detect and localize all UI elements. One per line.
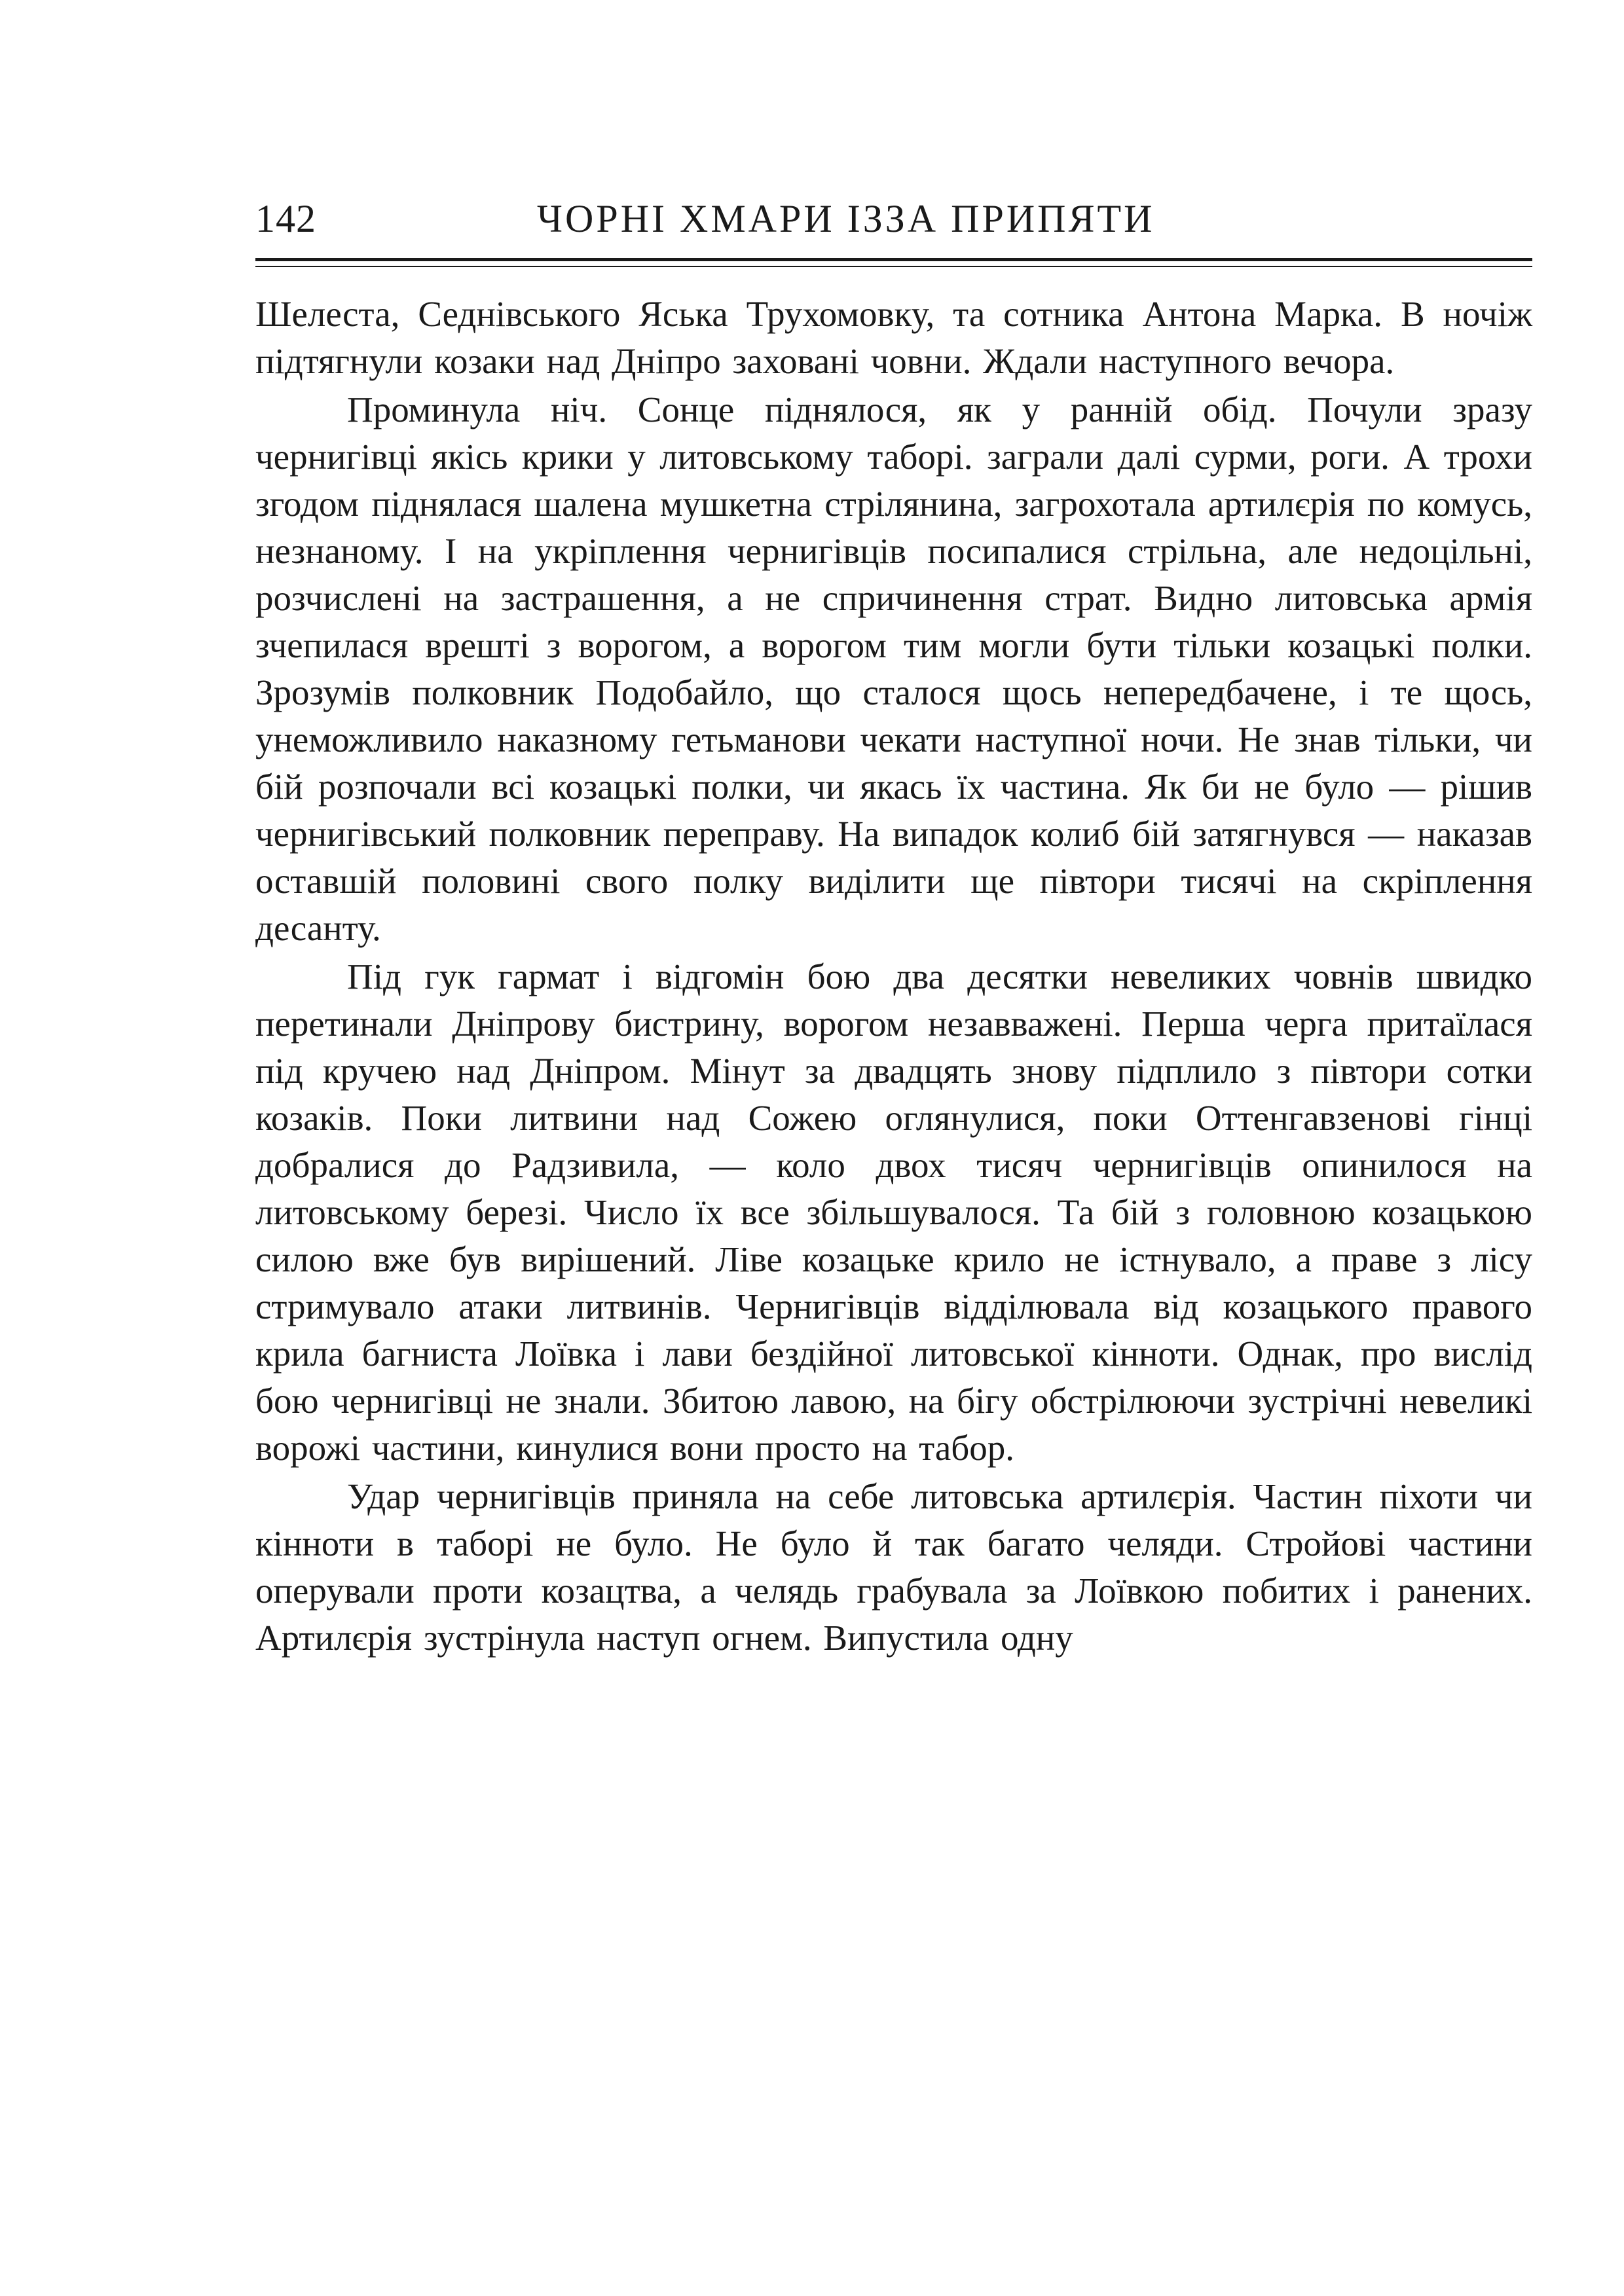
paragraph-2: Проминула ніч. Сонце піднялося, як у ранній обід. Почули зразу чернигівці якісь крики у литовському таборі. заграли далі сурми, роги. А трохи згодом піднялася шалена мушкетна стрілянина, загрохотала артилєрія по комусь, незнаному. І на укріплення чернигівців посипалися стрільна, але недоцільні, розчислені на застрашення, а не спричинення страт. Видно литовська армія зчепилася врешті з ворогом, а ворогом тим могли бути тільки козацькі полки. Зрозумів полковник Подобайло, що сталося щось непередбачене, і те щось, унеможливило наказному гетьманови чекати наступної ночи. Не знав тільки, чи бій розпочали всі козацькі полки, чи якась їх частина. Як би не було — рішив чернигівський полковник переправу. На випадок колиб бій затягнувся — наказав оставшій половині свого полку виділити ще півтори тисячі на скріплення десанту.: [255, 390, 1532, 948]
book-title: ЧОРНІ ХМАРИ ІЗЗА ПРИПЯТИ: [537, 197, 1155, 240]
paragraph-3: Під гук гармат і відгомін бою два десятки невеликих човнів швидко перетинали Дніпрову бистрину, ворогом незавважені. Перша черга притаїлася під кручею над Дніпром. Мінут за двадцять знову підплило з півтори сотки козаків. Поки литвини над Сожею оглянулися, поки Оттенгавзенові гінці добралися до Радзивила, — коло двох тисяч чернигівців опинилося на литовському березі. Число їх все збільшувалося. Та бій з головною козацькою силою вже був вирішений. Ліве козацьке крило не істнувало, а праве з лісу стримувало атаки литвинів. Чернигівців відділювала від козацького правого крила багниста Лоївка і лави бездійної литовської кінноти. Однак, про вислід бою чернигівці не знали. Збитою лавою, на бігу обстрілюючи зустрічні невеликі ворожі частини, кинулися вони просто на табор.: [255, 957, 1532, 1468]
book-page: [255, 196, 1532, 1662]
paragraph-1: Шелеста, Седнівського Яська Трухомовку, та сотника Антона Марка. В ночіж підтягнули козаки над Дніпро заховані човни. Ждали наступного вечора.: [255, 294, 1532, 381]
running-head: [255, 196, 1532, 255]
header-rule-thin: [255, 266, 1532, 267]
paragraph-4: Удар чернигівців приняла на себе литовська артилєрія. Частин піхоти чи кінноти в таборі не було. Не було й так багато челяди. Стройові частини оперували проти козацтва, а челядь грабувала за Лоївкою побитих і ранених. Артилєрія зустрінула наступ огнем. Випустила одну: [255, 1476, 1532, 1658]
page-number: 142: [255, 197, 316, 240]
text-body: [255, 291, 1532, 1662]
header-rule-thick: [255, 258, 1532, 261]
